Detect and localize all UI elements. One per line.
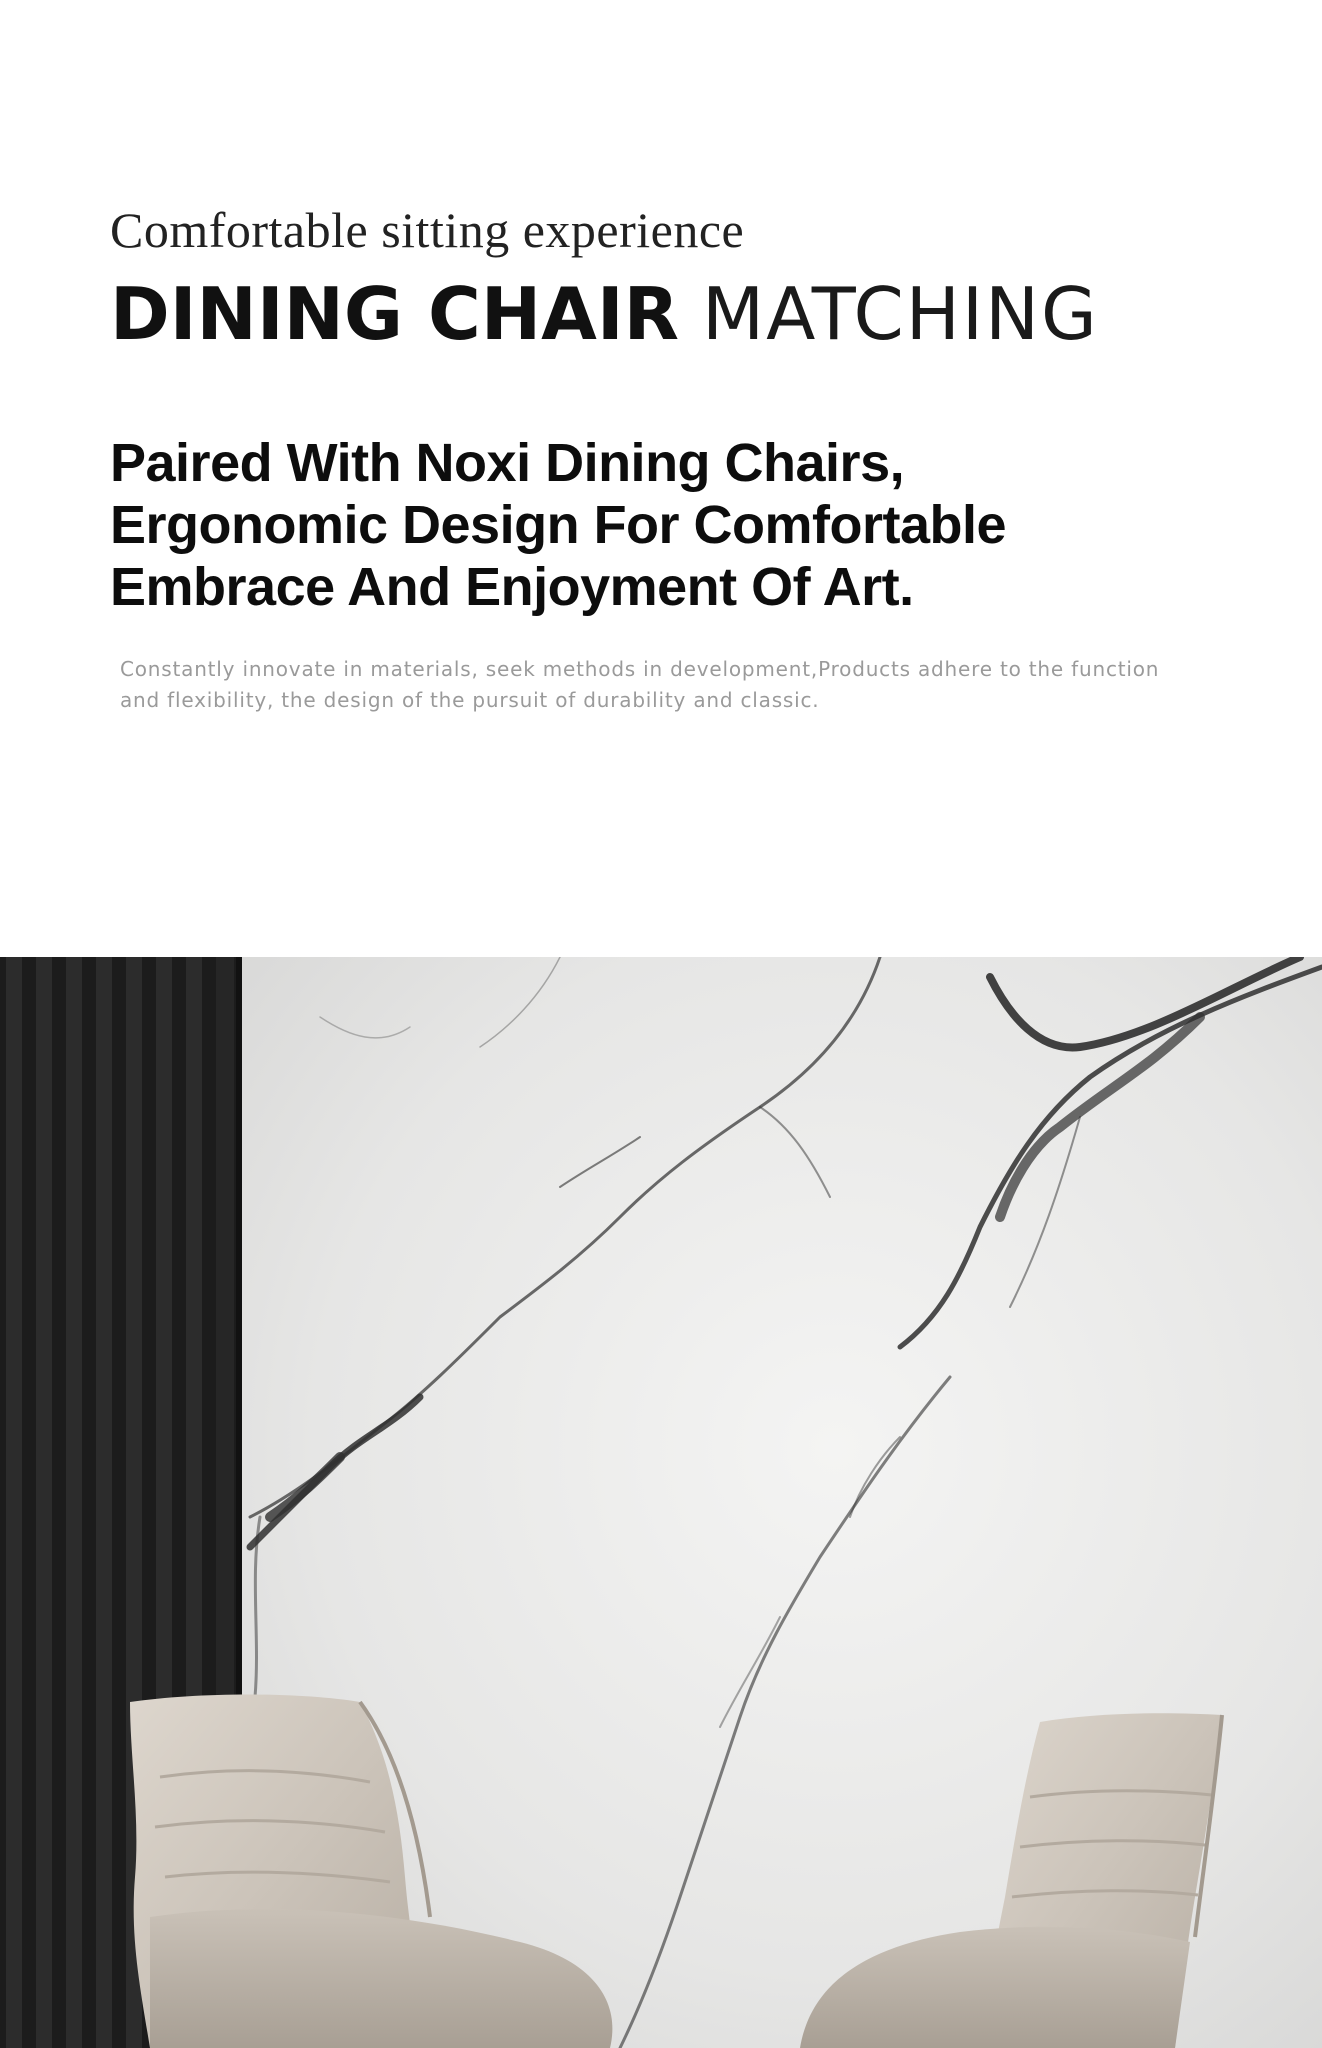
description-line: Constantly innovate in materials, seek methods in development,Products adhere to the function bbox=[120, 657, 1160, 681]
headline-line: Ergonomic Design For Comfortable bbox=[110, 495, 1007, 555]
description-line: and flexibility, the design of the pursuit of durability and classic. bbox=[120, 688, 820, 712]
feature-headline bbox=[110, 432, 1110, 618]
headline-line: Embrace And Enjoyment Of Art. bbox=[110, 557, 914, 617]
feature-description bbox=[120, 654, 1220, 716]
section-subtitle: Comfortable sitting experience bbox=[110, 202, 745, 258]
section-title bbox=[110, 272, 1210, 356]
headline-line: Paired With Noxi Dining Chairs, bbox=[110, 433, 905, 493]
section-title-light: MATCHING bbox=[701, 272, 1099, 356]
section-header bbox=[110, 200, 1210, 356]
section-title-bold: DINING CHAIR bbox=[110, 272, 680, 356]
product-photo bbox=[0, 957, 1322, 2048]
